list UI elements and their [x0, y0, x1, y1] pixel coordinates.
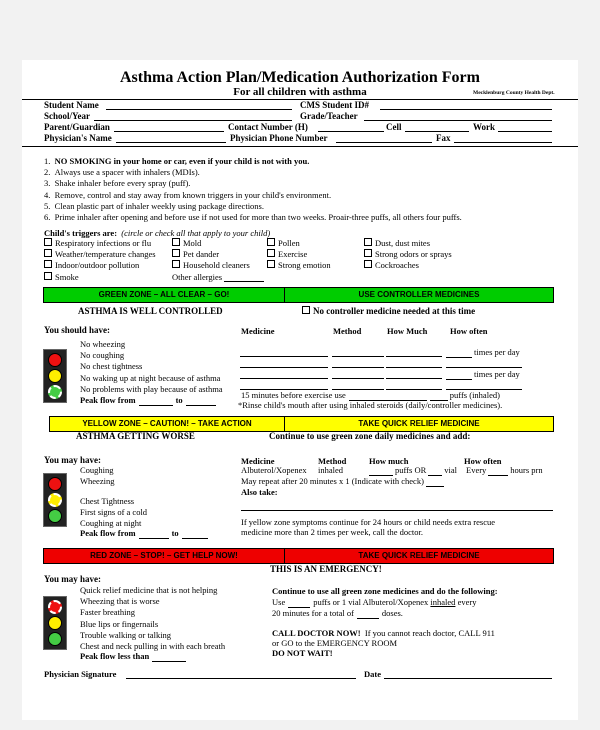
grade-teacher-field[interactable]: [364, 111, 552, 121]
green-zone-status: ASTHMA IS WELL CONTROLLED: [78, 306, 223, 316]
physician-signature-label: Physician Signature: [44, 669, 117, 679]
form-subtitle: For all children with asthma: [233, 86, 367, 98]
yellow-also-take: Also take:: [241, 487, 278, 497]
department-label: Mecklenburg County Health Dept.: [473, 90, 555, 96]
checkbox[interactable]: [172, 238, 180, 246]
do-not-wait: DO NOT WAIT!: [272, 648, 333, 658]
yellow-note-1: If yellow zone symptoms continue for 24 hours or child needs extra rescue: [241, 517, 495, 527]
green-lamp-highlighted: [48, 385, 62, 399]
green-howmuch-4[interactable]: [386, 380, 442, 390]
checkbox[interactable]: [172, 260, 180, 268]
checkbox[interactable]: [267, 238, 275, 246]
trigger-item[interactable]: Weather/temperature changes: [44, 249, 156, 260]
physician-name-label: Physician's Name: [44, 133, 112, 143]
yellow-zone-status: ASTHMA GETTING WORSE: [76, 431, 195, 441]
green-howoften-4[interactable]: [446, 380, 522, 390]
symptom-item: Wheezing that is worse: [80, 596, 160, 607]
red-zone-bar: RED ZONE – STOP! – GET HELP NOW!: [43, 548, 285, 564]
yellow-symptom-chest: Chest Tightness: [80, 496, 135, 506]
instruction-6: 6. Prime inhaler after opening and before use if not used for more than two weeks. Proair-three puffs, all others four puffs.: [44, 211, 462, 222]
green-method-4[interactable]: [332, 380, 384, 390]
yellow-med-method: inhaled: [318, 465, 344, 475]
times-field[interactable]: [446, 348, 472, 358]
peak-to-field[interactable]: [182, 529, 208, 539]
checkbox[interactable]: [172, 249, 180, 257]
red-symptoms: [80, 585, 225, 652]
red-then-line: 20 minutes for a total of doses.: [272, 608, 403, 618]
red-lamp: [48, 353, 62, 367]
green-howmuch-2[interactable]: [386, 358, 442, 368]
peak-from-field[interactable]: [139, 396, 173, 406]
red-zone-relief-bar: TAKE QUICK RELIEF MEDICINE: [284, 548, 554, 564]
instruction-1: 1. NO SMOKING in your home or car, even if your child is not with you.: [44, 156, 310, 166]
red-lamp: [48, 477, 62, 491]
green-method-3[interactable]: [332, 369, 384, 379]
puffs-field[interactable]: [369, 466, 393, 476]
yellow-also-take-field[interactable]: [241, 501, 553, 511]
checkbox[interactable]: [267, 249, 275, 257]
green-lamp: [48, 509, 62, 523]
triggers-heading: Child's triggers are: (circle or check all that apply to your child): [44, 228, 271, 238]
symptom-item: No wheezing: [80, 339, 126, 349]
yellow-symptom-night: Coughing at night: [80, 518, 142, 528]
triggers-col-3: [267, 238, 331, 272]
physician-phone-label: Physician Phone Number: [230, 133, 328, 143]
yellow-col-medicine: Medicine: [241, 456, 275, 466]
checkbox[interactable]: [44, 238, 52, 246]
hours-field[interactable]: [488, 466, 508, 476]
trigger-item[interactable]: Household cleaners: [172, 260, 264, 271]
yellow-lamp: [48, 616, 62, 630]
symptom-item: Quick relief medicine that is not helping: [80, 585, 218, 595]
green-method-1[interactable]: [332, 347, 384, 357]
yellow-lamp-highlighted: [48, 493, 62, 507]
times-field[interactable]: [446, 370, 472, 380]
trigger-item[interactable]: Respiratory infections or flu: [44, 238, 156, 249]
student-name-label: Student Name: [44, 100, 99, 110]
no-controller-option[interactable]: No controller medicine needed at this time: [302, 306, 475, 317]
symptom-item: Blue lips or fingernails: [80, 618, 159, 629]
school-year-label: School/Year: [44, 111, 90, 121]
exercise-puffs-field[interactable]: [430, 391, 448, 401]
yellow-you-may-have: You may have:: [44, 455, 102, 465]
green-lamp: [48, 632, 62, 646]
red-lamp-highlighted: [48, 600, 62, 614]
trigger-item[interactable]: Exercise: [267, 249, 331, 260]
contact-label: Contact Number (H): [228, 122, 308, 132]
peak-from-field[interactable]: [139, 529, 169, 539]
checkbox[interactable]: [364, 260, 372, 268]
trigger-item[interactable]: Other allergies: [172, 272, 264, 283]
form-title: Asthma Action Plan/Medication Authorization Form: [120, 69, 480, 86]
grade-teacher-label: Grade/Teacher: [300, 111, 358, 121]
physician-signature-field[interactable]: [126, 669, 356, 679]
green-traffic-light-icon: [43, 349, 67, 403]
cell-field[interactable]: [405, 122, 469, 132]
symptom-item: No chest tightness: [80, 361, 143, 372]
school-year-field[interactable]: [94, 111, 292, 121]
triggers-col-4: [364, 238, 452, 272]
triggers-col-1: [44, 238, 156, 283]
yellow-note-2: medicine more than 2 times per week, call the doctor.: [241, 527, 423, 537]
trigger-item[interactable]: Strong odors or sprays: [364, 249, 452, 260]
green-zone-controller-bar: USE CONTROLLER MEDICINES: [284, 287, 554, 303]
yellow-col-method: Method: [318, 456, 347, 466]
instruction-3: 3. Shake inhaler before every spray (puff).: [44, 178, 191, 189]
trigger-item[interactable]: Mold: [172, 238, 264, 249]
green-medicine-2[interactable]: [240, 358, 328, 368]
cms-id-field[interactable]: [380, 100, 552, 110]
red-continue: Continue to use all green zone medicines and do the following:: [272, 586, 498, 596]
yellow-med-name: Albuterol/Xopenex: [241, 465, 307, 475]
green-medicine-1[interactable]: [240, 347, 328, 357]
work-label: Work: [473, 122, 496, 132]
yellow-symptom-coughing: Coughing: [80, 465, 114, 475]
green-you-should-have: You should have:: [44, 325, 111, 335]
checkbox[interactable]: [44, 249, 52, 257]
trigger-item[interactable]: Cockroaches: [364, 260, 452, 271]
yellow-zone-relief-bar: TAKE QUICK RELIEF MEDICINE: [284, 416, 554, 432]
triggers-col-2: [172, 238, 264, 283]
symptom-item: Chest and neck pulling in with each breath: [80, 640, 226, 651]
green-col-howoften: How often: [450, 326, 488, 336]
green-col-method: Method: [333, 326, 362, 336]
info-divider: [22, 146, 578, 147]
symptom-item: Trouble walking or talking: [80, 629, 172, 640]
work-field[interactable]: [498, 122, 552, 132]
green-howmuch-3[interactable]: [386, 369, 442, 379]
go-er-line: or GO to the EMERGENCY ROOM: [272, 638, 398, 648]
student-name-field[interactable]: [106, 100, 292, 110]
green-method-2[interactable]: [332, 358, 384, 368]
red-peak-flow: Peak flow less than: [80, 651, 186, 662]
yellow-col-howoften: How often: [464, 456, 502, 466]
checkbox[interactable]: [364, 249, 372, 257]
other-allergies-field[interactable]: [224, 272, 264, 282]
instruction-5: 5. Clean plastic part of inhaler weekly using package directions.: [44, 200, 264, 211]
yellow-repeat-line: May repeat after 20 minutes x 1 (Indicate with check): [241, 476, 444, 487]
physician-name-field[interactable]: [116, 133, 226, 143]
rinse-note: *Rinse child's mouth after using inhaled steroids (daily/controller medicines).: [238, 400, 503, 410]
yellow-med-howoften: Every hours prn: [466, 465, 543, 475]
instruction-4: 4. Remove, control and stay away from known triggers in your child's environment.: [44, 189, 332, 200]
red-doses-field[interactable]: [357, 609, 379, 619]
cell-label: Cell: [386, 122, 402, 132]
green-col-howmuch: How Much: [387, 326, 428, 336]
green-medicine-3[interactable]: [240, 369, 328, 379]
fax-label: Fax: [436, 133, 451, 143]
trigger-item[interactable]: Pollen: [267, 238, 331, 249]
green-howmuch-1[interactable]: [386, 347, 442, 357]
green-howoften-2[interactable]: [446, 358, 522, 368]
before-exercise-line: 15 minutes before exercise use puffs (inhaled): [241, 390, 500, 400]
checkbox[interactable]: [302, 306, 310, 314]
physician-phone-field[interactable]: [336, 133, 432, 143]
parent-field[interactable]: [114, 122, 224, 132]
yellow-peak-flow: Peak flow from to: [80, 528, 208, 539]
green-howoften-3: times per day: [446, 369, 520, 380]
instructions-list: [44, 156, 462, 223]
symptom-item: No waking up at night because of asthma: [80, 372, 221, 383]
green-symptoms: [80, 339, 223, 395]
fax-field[interactable]: [454, 133, 552, 143]
date-label: Date: [364, 669, 381, 679]
green-medicine-4[interactable]: [240, 380, 328, 390]
form-page: [22, 60, 578, 720]
yellow-symptom-wheezing: Wheezing: [80, 476, 115, 486]
symptom-item: No coughing: [80, 350, 125, 361]
yellow-continue: Continue to use green zone daily medicines and add:: [269, 431, 471, 441]
green-peak-flow: Peak flow from to: [80, 395, 216, 406]
emergency-heading: THIS IS AN EMERGENCY!: [270, 564, 382, 574]
checkbox[interactable]: [267, 260, 275, 268]
trigger-item[interactable]: Smoke: [44, 272, 156, 283]
yellow-col-howmuch: How much: [369, 456, 409, 466]
call-doctor-line: CALL DOCTOR NOW! If you cannot reach doctor, CALL 911: [272, 628, 495, 638]
instruction-2: 2. Always use a spacer with inhalers (MDIs).: [44, 167, 200, 178]
yellow-traffic-light-icon: [43, 473, 67, 527]
repeat-check-field[interactable]: [426, 477, 444, 487]
trigger-item[interactable]: Indoor/outdoor pollution: [44, 260, 156, 271]
yellow-lamp: [48, 369, 62, 383]
yellow-zone-bar: YELLOW ZONE – CAUTION! – TAKE ACTION: [49, 416, 285, 432]
checkbox[interactable]: [44, 260, 52, 268]
parent-label: Parent/Guardian: [44, 122, 110, 132]
contact-field[interactable]: [318, 122, 384, 132]
vial-field[interactable]: [428, 466, 442, 476]
yellow-symptom-cold: First signs of a cold: [80, 507, 148, 517]
peak-less-field[interactable]: [152, 652, 186, 662]
checkbox[interactable]: [44, 272, 52, 280]
trigger-item[interactable]: Pet dander: [172, 249, 264, 260]
symptom-item: No problems with play because of asthma: [80, 383, 223, 394]
red-use-line: Use puffs or 1 vial Albuterol/Xopenex inhaled every: [272, 597, 477, 607]
green-zone-bar: GREEN ZONE – ALL CLEAR – GO!: [43, 287, 285, 303]
checkbox[interactable]: [364, 238, 372, 246]
date-field[interactable]: [384, 669, 552, 679]
yellow-med-howmuch: puffs OR vial: [369, 465, 457, 476]
green-col-medicine: Medicine: [241, 326, 275, 336]
green-howoften-1: times per day: [446, 347, 520, 358]
symptom-item: Faster breathing: [80, 607, 135, 618]
exercise-medicine-field[interactable]: [349, 391, 427, 401]
red-traffic-light-icon: [43, 596, 67, 650]
red-you-may-have: You may have:: [44, 574, 102, 584]
cms-id-label: CMS Student ID#: [300, 100, 370, 110]
trigger-item[interactable]: Dust, dust mites: [364, 238, 452, 249]
peak-to-field[interactable]: [186, 396, 216, 406]
red-puffs-field[interactable]: [288, 598, 310, 608]
trigger-item[interactable]: Strong emotion: [267, 260, 331, 271]
